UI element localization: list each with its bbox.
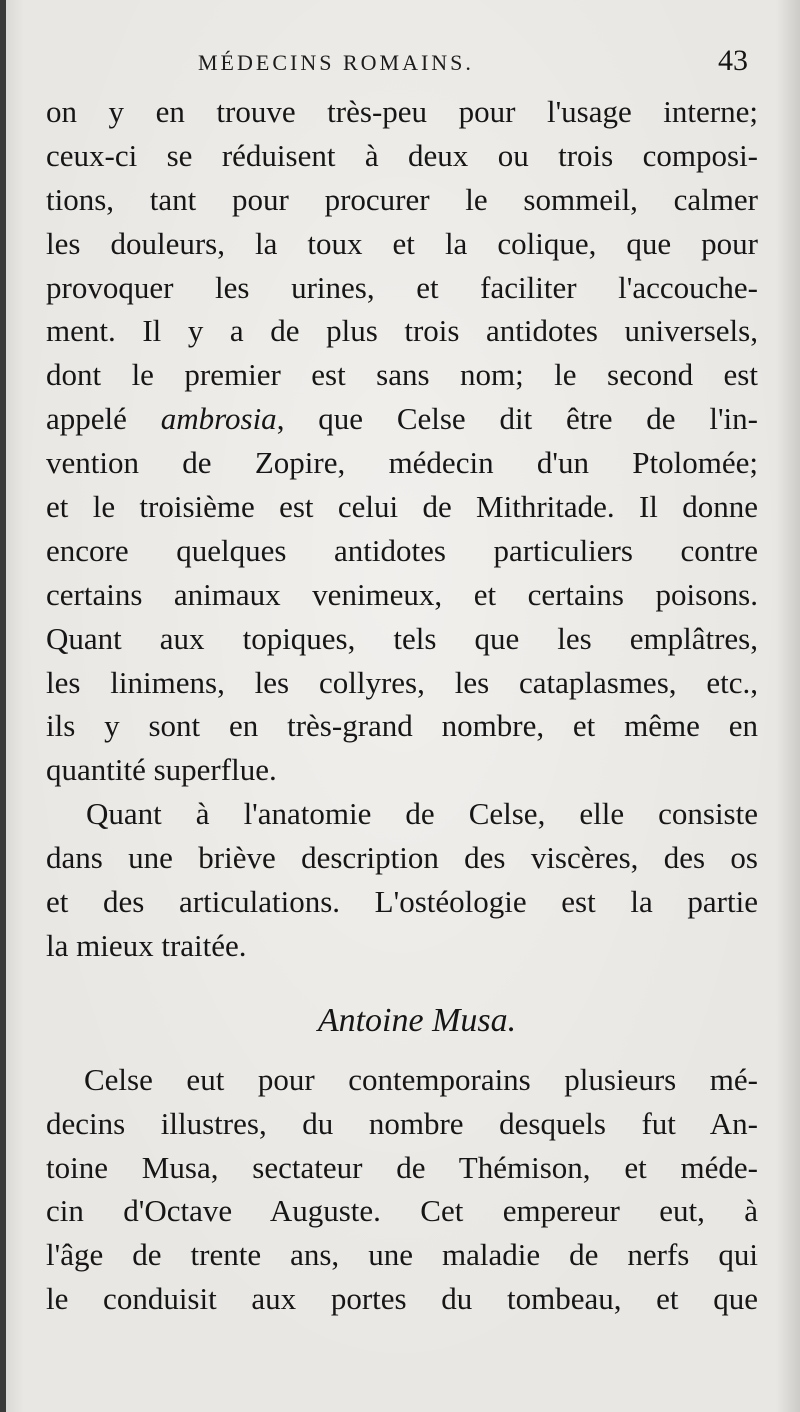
paragraph-3 (46, 1058, 758, 1321)
text-line: toine Musa, sectateur de Thémison, et méde- (46, 1149, 758, 1185)
text-line: vention de Zopire, médecin d'un Ptolomée; (46, 445, 758, 481)
text-line: ils y sont en très-grand nombre, et même en (46, 708, 758, 744)
text-line: ment. Il y a de plus trois antidotes universels, (46, 313, 758, 349)
text-line: le conduisit aux portes du tombeau, et que (46, 1281, 758, 1317)
text-fragment: , que Celse dit être de l'in- (276, 401, 758, 437)
text-line: on y en trouve très-peu pour l'usage interne; (46, 94, 758, 129)
text-line: dont le premier est sans nom; le second est (46, 357, 758, 393)
text-fragment: appelé (46, 401, 127, 437)
text-line: decins illustres, du nombre desquels fut An- (46, 1105, 758, 1141)
text-line: et le troisième est celui de Mithritade. Il donne (46, 489, 758, 525)
italic-term: ambrosia (160, 401, 277, 437)
paragraph-2 (46, 792, 758, 968)
running-title: MÉDECINS ROMAINS. (198, 50, 474, 75)
text-line: Quant aux topiques, tels que les emplâtres, (46, 620, 758, 656)
text-line: les douleurs, la toux et la colique, que pour (46, 225, 758, 261)
text-line: ceux-ci se réduisent à deux ou trois composi- (46, 137, 758, 173)
page-number: 43 (718, 44, 748, 77)
text-line: l'âge de trente ans, une maladie de nerfs qui (46, 1237, 758, 1273)
text-line: quantité superflue. (46, 752, 277, 788)
text-line: dans une briève description des viscères, des os (46, 840, 758, 876)
body-text (46, 90, 758, 1321)
text-line: la mieux traitée. (46, 927, 247, 963)
text-line: tions, tant pour procurer le sommeil, calmer (46, 181, 758, 217)
text-line: Celse eut pour contemporains plusieurs mé- (84, 1061, 758, 1097)
text-line: provoquer les urines, et faciliter l'accouche- (46, 269, 758, 305)
paragraph-1 (46, 90, 758, 792)
section-heading: Antoine Musa. (317, 1001, 517, 1039)
text-line: les linimens, les collyres, les cataplasmes, etc., (46, 664, 758, 700)
text-line: et des articulations. L'ostéologie est la partie (46, 884, 758, 920)
text-line: certains animaux venimeux, et certains poisons. (46, 576, 758, 612)
running-header (0, 44, 800, 84)
text-line-with-italic (46, 397, 758, 441)
page-edge-shadow (0, 0, 6, 1412)
text-line: cin d'Octave Auguste. Cet empereur eut, à (46, 1193, 758, 1229)
text-line: Quant à l'anatomie de Celse, elle consiste (86, 796, 758, 832)
text-line: encore quelques antidotes particuliers contre (46, 532, 758, 568)
